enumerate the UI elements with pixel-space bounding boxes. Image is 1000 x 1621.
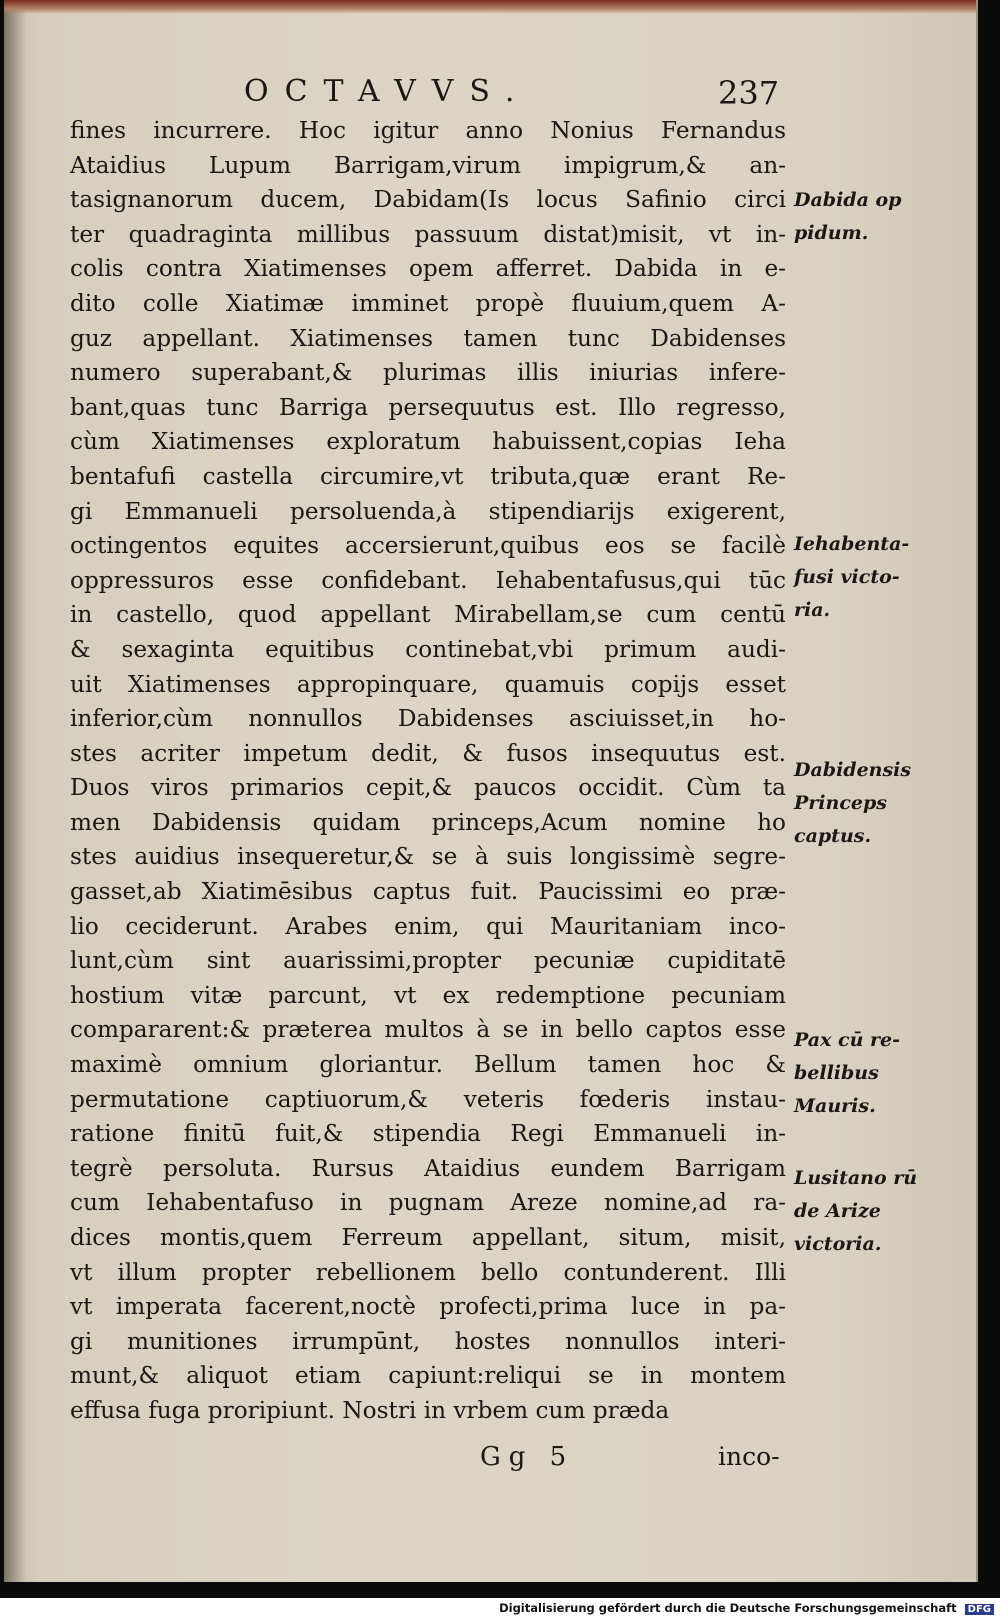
- margin-note-line: Dabidensis: [794, 759, 912, 781]
- text-line: numero superabant,& plurimas illis iniurias infere-: [70, 359, 786, 387]
- text-line: bentafufi castella circumire,vt tributa,quæ erant Re-: [70, 462, 786, 490]
- text-line: & sexaginta equitibus continebat,vbi primum audi-: [70, 635, 786, 663]
- text-line: gi Emmanueli persoluenda,à stipendiarijs exigerent,: [70, 497, 786, 525]
- text-line: stes acriter impetum dedit, & fusos insequutus est.: [70, 739, 786, 767]
- margin-note: [794, 528, 969, 627]
- dfg-logo: DFG: [965, 1604, 994, 1615]
- text-line: stes auidius insequeretur,& se à suis longissimè segre-: [70, 843, 786, 871]
- margin-note: [794, 1024, 969, 1123]
- text-line: octingentos equites accersierunt,quibus eos se facilè: [70, 532, 786, 560]
- text-line: effusa fuga proripiunt. Nostri in vrbem cum præda: [70, 1396, 670, 1424]
- text-line: Ataidius Lupum Barrigam,virum impigrum,& an-: [70, 151, 786, 179]
- signature-mark: Gg 5: [480, 1442, 575, 1472]
- catchword: inco-: [718, 1442, 780, 1471]
- text-line: gi munitiones irrumpūnt, hostes nonnullos interi-: [70, 1327, 786, 1355]
- margin-note-line: Iehabenta-: [794, 533, 910, 555]
- text-line: tasignanorum ducem, Dabidam(Is locus Safinio circi: [70, 186, 786, 214]
- margin-note-line: Lusitano rū: [794, 1167, 918, 1189]
- margin-note-line: Mauris.: [794, 1095, 876, 1117]
- text-line: in castello, quod appellant Mirabellam,se cum centū: [70, 601, 786, 629]
- running-head: OCTAVVS.: [244, 74, 531, 109]
- text-line: cum Iehabentafuso in pugnam Areze nomine,ad ra-: [70, 1189, 786, 1217]
- margin-note-line: de Arize: [794, 1200, 881, 1222]
- text-line: ter quadraginta millibus passuum distat)misit, vt in-: [70, 220, 786, 248]
- text-line: dito colle Xiatimæ imminet propè fluuium,quem A-: [70, 289, 786, 317]
- text-line: gasset,ab Xiatimēsibus captus fuit. Paucissimi eo præ-: [70, 878, 786, 906]
- text-line: compararent:& præterea multos à se in bello captos esse: [70, 1016, 786, 1044]
- text-line: vt imperata facerent,noctè profecti,prima luce in pa-: [70, 1293, 786, 1321]
- text-line: bant,quas tunc Barriga persequutus est. Illo regresso,: [70, 393, 786, 421]
- top-edge-stain: [4, 0, 976, 14]
- text-line: tegrè persoluta. Rursus Ataidius eundem Barrigam: [70, 1154, 786, 1182]
- text-line: inferior,cùm nonnullos Dabidenses asciuisset,in ho-: [70, 705, 786, 733]
- margin-note-line: Princeps: [794, 792, 887, 814]
- page-number: 237: [718, 74, 780, 112]
- margin-note-line: captus.: [794, 825, 872, 847]
- text-line: hostium vitæ parcunt, vt ex redemptione pecuniam: [70, 981, 786, 1009]
- margin-note: [794, 1162, 969, 1261]
- margin-note-line: victoria.: [794, 1233, 882, 1255]
- text-line: munt,& aliquot etiam capiunt:reliqui se in montem: [70, 1362, 786, 1390]
- margin-note: [794, 184, 969, 250]
- footer-credit-text: Digitalisierung gefördert durch die Deutsche Forschungsgemeinschaft: [499, 1601, 957, 1615]
- text-line: guz appellant. Xiatimenses tamen tunc Dabidenses: [70, 324, 786, 352]
- text-line: lio ceciderunt. Arabes enim, qui Mauritaniam inco-: [70, 912, 786, 940]
- footer-credit: [499, 1601, 994, 1615]
- text-line: lunt,cùm sint auarissimi,propter pecuniæ cupiditatē: [70, 947, 786, 975]
- text-line: Duos viros primarios cepit,& paucos occidit. Cùm ta: [70, 774, 786, 802]
- text-line: cùm Xiatimenses exploratum habuissent,copias Ieha: [70, 428, 786, 456]
- text-line: men Dabidensis quidam princeps,Acum nomine ho: [70, 808, 786, 836]
- margin-note-line: pidum.: [794, 222, 869, 244]
- body-text: [70, 114, 786, 1429]
- text-line: maximè omnium gloriantur. Bellum tamen hoc &: [70, 1051, 786, 1079]
- text-line: colis contra Xiatimenses opem afferret. Dabida in e-: [70, 255, 786, 283]
- margin-note-line: Dabida op: [794, 189, 902, 211]
- text-line: vt illum propter rebellionem bello contunderent. Illi: [70, 1258, 786, 1286]
- margin-note-line: fusi victo-: [794, 566, 900, 588]
- text-line: ratione finitū fuit,& stipendia Regi Emmanueli in-: [70, 1120, 786, 1148]
- margin-note: [794, 754, 969, 853]
- text-line: permutatione captiuorum,& veteris fœderis instau-: [70, 1085, 786, 1113]
- margin-note-line: bellibus: [794, 1062, 879, 1084]
- text-line: uit Xiatimenses appropinquare, quamuis copijs esset: [70, 670, 786, 698]
- margin-note-line: Pax cū re-: [794, 1029, 901, 1051]
- text-line: fines incurrere. Hoc igitur anno Nonius Fernandus: [70, 117, 786, 144]
- gutter-shadow: [4, 0, 26, 1582]
- book-page: [4, 0, 978, 1582]
- text-line: dices montis,quem Ferreum appellant, situm, misit,: [70, 1224, 786, 1251]
- text-line: oppressuros esse confidebant. Iehabentafusus,qui tūc: [70, 566, 786, 594]
- margin-note-line: ria.: [794, 599, 831, 621]
